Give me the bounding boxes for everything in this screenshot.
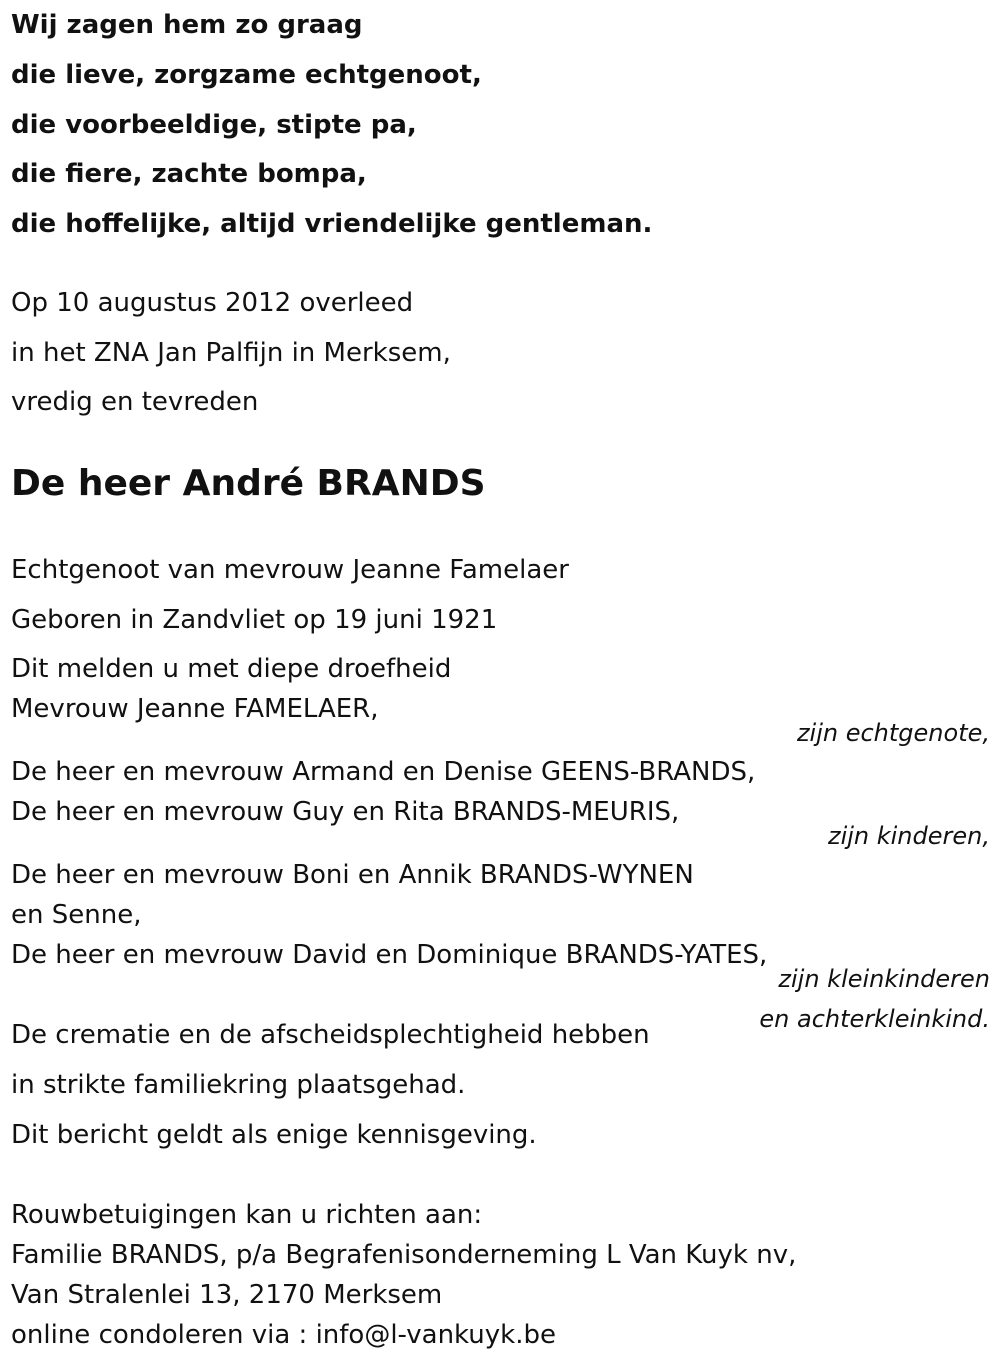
child-line: De heer en mevrouw Guy en Rita BRANDS-MEURIS, [11,797,680,827]
detail-line: Geboren in Zandvliet op 19 juni 1921 [11,605,498,635]
spouse-name: Mevrouw Jeanne FAMELAER, [11,694,379,724]
ceremony-line: Dit bericht geldt als enige kennisgeving. [11,1120,537,1150]
poem-line: die fiere, zachte bompa, [11,159,367,189]
contact-line: online condoleren via : info@l-vankuyk.be [11,1320,556,1350]
spouse-role: zijn echtgenote, [796,719,990,747]
announcement-line: Op 10 augustus 2012 overleed [11,288,414,318]
contact-line: Van Stralenlei 13, 2170 Merksem [11,1280,443,1310]
children-role: zijn kinderen, [827,822,990,850]
child-line: De heer en mevrouw Armand en Denise GEENS-BRANDS, [11,757,756,787]
detail-line: Echtgenoot van mevrouw Jeanne Famelaer [11,555,569,585]
contact-line: Familie BRANDS, p/a Begrafenisonderneming L Van Kuyk nv, [11,1240,797,1270]
poem-line: die voorbeeldige, stipte pa, [11,110,417,140]
grandchild-line: en Senne, [11,900,142,930]
grandchild-line: De heer en mevrouw Boni en Annik BRANDS-WYNEN [11,860,694,890]
announcement-line: in het ZNA Jan Palfijn in Merksem, [11,338,451,368]
poem-line: Wij zagen hem zo graag [11,10,363,40]
grandchild-line: De heer en mevrouw David en Dominique BRANDS-YATES, [11,940,768,970]
grandchildren-role: en achterkleinkind. [759,1005,990,1033]
detail-line: Dit melden u met diepe droefheid [11,654,452,684]
poem-line: die lieve, zorgzame echtgenoot, [11,60,482,90]
grandchildren-role: zijn kleinkinderen [778,965,990,993]
ceremony-line: in strikte familiekring plaatsgehad. [11,1070,466,1100]
announcement-line: vredig en tevreden [11,387,259,417]
contact-line: Rouwbetuigingen kan u richten aan: [11,1200,483,1230]
ceremony-line: De crematie en de afscheidsplechtigheid hebben [11,1020,650,1050]
deceased-name: De heer André BRANDS [11,463,486,504]
poem-line: die hoffelijke, altijd vriendelijke gentleman. [11,209,653,239]
